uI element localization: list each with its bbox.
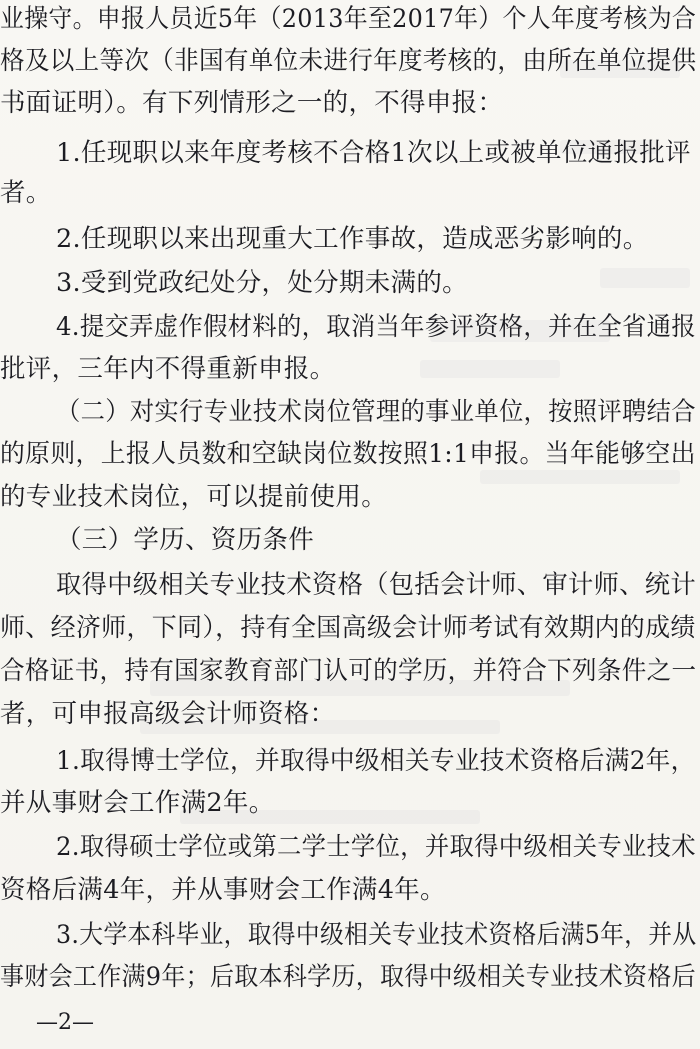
text-line: 并从事财会工作满2年。	[0, 788, 275, 818]
text-line: 4.提交弄虚作假材料的，取消当年参评资格，并在全省通报	[56, 312, 696, 342]
text-line: 2.取得硕士学位或第二学士学位，并取得中级相关专业技术	[56, 832, 696, 862]
text-line: 的原则，上报人员数和空缺岗位数按照1:1申报。当年能够空出	[0, 439, 696, 469]
text-line: 3.大学本科毕业，取得中级相关专业技术资格后满5年，并从	[56, 920, 697, 950]
text-line: 3.受到党政纪处分，处分期未满的。	[56, 268, 468, 298]
text-line: 格及以上等次（非国有单位未进行年度考核的，由所在单位提供	[0, 46, 697, 76]
text-line: 事财会工作满9年；后取本科学历，取得中级相关专业技术资格后	[0, 962, 696, 992]
text-line: 者。	[0, 178, 52, 208]
text-line: （二）对实行专业技术岗位管理的事业单位，按照评聘结合	[56, 397, 696, 427]
text-line: 书面证明）。有下列情形之一的，不得申报：	[0, 88, 504, 118]
page-number: —2—	[36, 1010, 94, 1035]
text-line: 师、经济师，下同），持有全国高级会计师考试有效期内的成绩	[0, 613, 696, 643]
section-heading: （三）学历、资历条件	[56, 525, 315, 555]
text-line: 资格后满4年，并从事财会工作满4年。	[0, 875, 446, 905]
text-line: 合格证书，持有国家教育部门认可的学历，并符合下列条件之一	[0, 656, 697, 686]
text-line: 者，可申报高级会计师资格：	[0, 699, 336, 729]
text-line: 取得中级相关专业技术资格（包括会计师、审计师、统计	[56, 570, 696, 600]
text-line: 1.任现职以来年度考核不合格1次以上或被单位通报批评	[56, 138, 691, 168]
text-line: 的专业技术岗位，可以提前使用。	[0, 482, 388, 512]
text-line: 1.取得博士学位，并取得中级相关专业技术资格后满2年，	[56, 746, 696, 776]
text-line: 2.任现职以来出现重大工作事故，造成恶劣影响的。	[56, 224, 649, 254]
text-line: 批评，三年内不得重新申报。	[0, 354, 336, 384]
text-line: 业操守。申报人员近5年（2013年至2017年）个人年度考核为合	[0, 4, 697, 34]
